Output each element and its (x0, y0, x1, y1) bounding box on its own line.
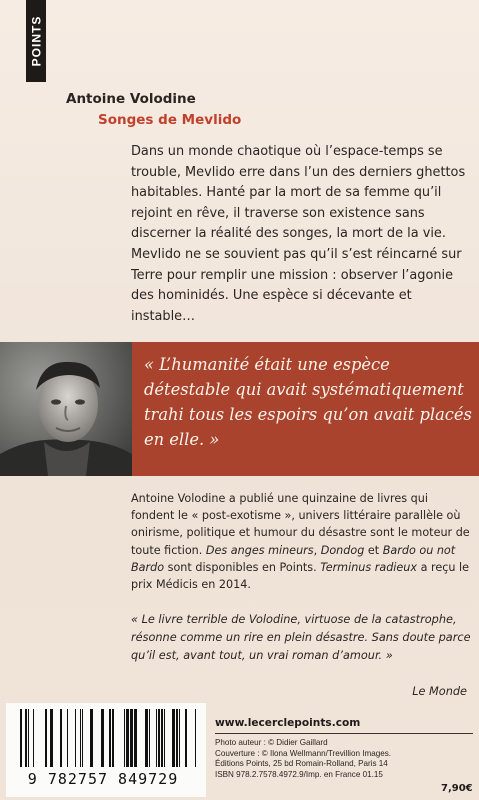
book-title: Songes de Mevlido (98, 112, 242, 128)
barcode-bar (126, 709, 129, 767)
barcode-bar (195, 709, 196, 767)
barcode-bar (164, 709, 165, 767)
credits (215, 738, 475, 781)
barcode-bar (20, 709, 22, 767)
summary-text: Dans un monde chaotique où l’espace-temps se trouble, Mevlido erre dans l’un des derniers ghettos habitables. Hanté par la mort de sa femme qu’il rejoint en rêve, il traverse son existence sans discerner la réalité des songes, la mort de la vie. Mevlido ne se souvient pas qu’il s’est réincarné sur Terre pour remplir une mission : observer l’agonie des hominidés. Une espèce si décevante et instable… (131, 144, 466, 324)
price: 7,90€ (441, 783, 473, 794)
barcode-bar (156, 709, 157, 767)
bio-book-title: Terminus radieux (320, 560, 418, 574)
band-quote: « L’humanité était une espèce détestable qui avait systématiquement trahi tous les espoirs qu’on avait placés en elle. » (144, 355, 472, 449)
barcode-bar (33, 709, 34, 767)
barcode-bar (109, 709, 111, 767)
points-logo (26, 0, 46, 82)
barcode-bar (176, 709, 178, 767)
barcode-bar (101, 709, 104, 767)
barcode-bar (60, 709, 62, 767)
bio-book-title: Des anges mineurs (205, 543, 314, 557)
website-link[interactable]: www.lecerclepoints.com (215, 717, 361, 729)
barcode-bar (145, 709, 148, 767)
barcode-bar (161, 709, 163, 767)
barcode-bar (45, 709, 47, 767)
barcode-bar (112, 709, 114, 767)
barcode-bar (90, 709, 93, 767)
barcode-bar (172, 709, 175, 767)
author-portrait-icon (0, 342, 132, 476)
press-quote: « Le livre terrible de Volodine, virtuose de la catastrophe, résonne comme un rire en plein désastre. Sans doute parce qu’il est, avant tout, un vrai roman d’amour. » (131, 613, 471, 662)
press-source: Le Monde (412, 685, 467, 698)
author-bio: Antoine Volodine a publié une quinzaine de livres qui fondent le « post-exotisme », univers littéraire parallèle où onirisme, politique et humour du désastre sont le moteur de toute fiction. Des anges mineurs, Dondog et Bardo ou not Bardo sont disponibles en Points. Terminus radieux a reçu le prix Médicis en 2014. (131, 492, 470, 592)
barcode-number: 9 782757 849729 (27, 770, 179, 788)
barcode-bar (50, 709, 53, 767)
barcode-bar (124, 709, 125, 767)
barcode-bar (80, 709, 81, 767)
barcode-bar (185, 709, 187, 767)
credit-line: Éditions Points, 25 bd Romain-Rolland, Paris 14 (215, 759, 388, 769)
barcode-bar (75, 709, 76, 767)
barcode-bars (6, 703, 206, 771)
credit-line: Couverture : © Ilona Wellmann/Trevillion Images. (215, 748, 392, 758)
barcode-bar (179, 709, 180, 767)
barcode-bar (130, 709, 133, 767)
divider (215, 733, 473, 734)
barcode-bar (25, 709, 27, 767)
points-logo-text: POINTS (29, 15, 44, 67)
barcode-bar (67, 709, 68, 767)
author-name: Antoine Volodine (66, 91, 196, 107)
barcode-bar (158, 709, 160, 767)
barcode-bar (134, 709, 137, 767)
credit-line: ISBN 978.2.7578.4972.9/Imp. en France 01.15 (215, 770, 383, 780)
credit-line: Photo auteur : © Didier Gaillard (215, 738, 328, 747)
barcode-bar (28, 709, 29, 767)
barcode-bar (149, 709, 150, 767)
barcode-bar (82, 709, 83, 767)
bio-book-title: Bardo ou not Bardo (131, 543, 456, 574)
bio-book-title: Dondog (320, 543, 365, 557)
author-photo (0, 342, 132, 476)
